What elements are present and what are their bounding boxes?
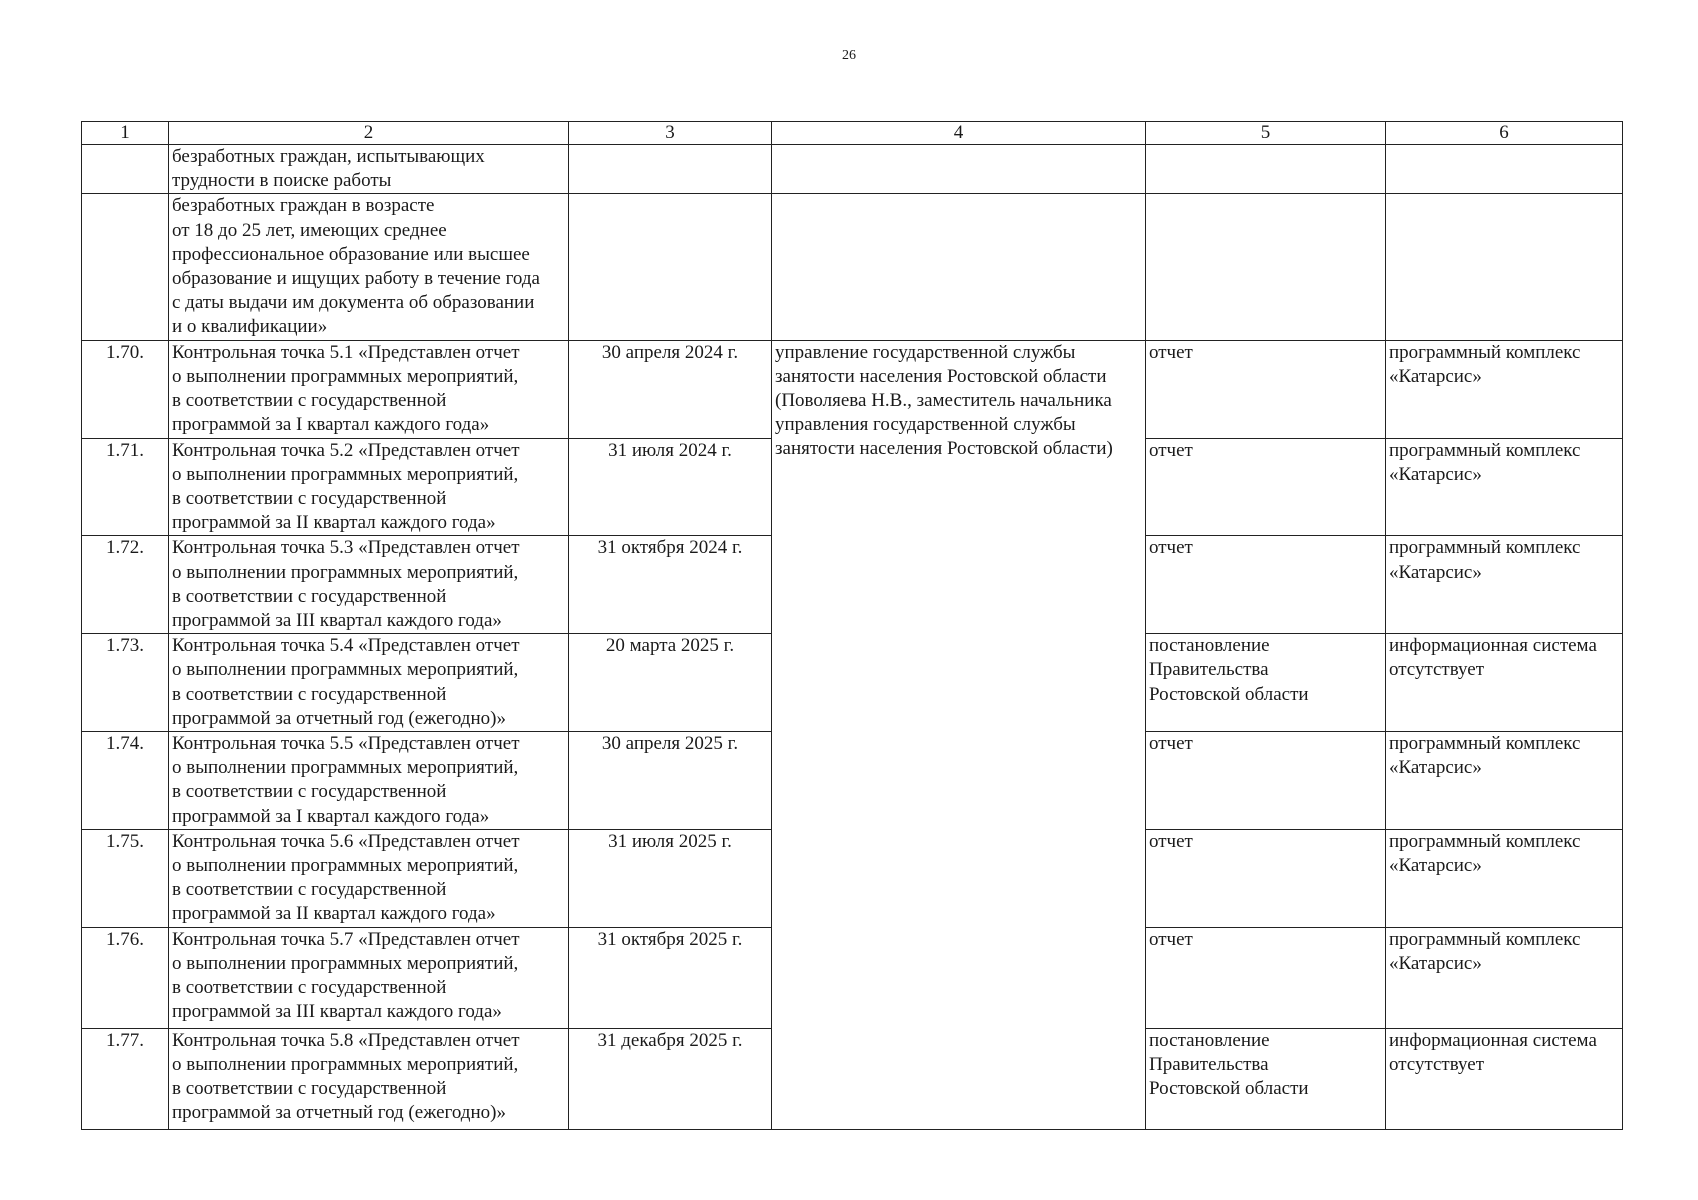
document-type-cell: отчет — [1146, 829, 1386, 927]
row-number-cell: 1.71. — [82, 438, 169, 536]
deadline-cell: 31 декабря 2025 г. — [569, 1028, 772, 1129]
column-header-3: 3 — [569, 122, 772, 145]
information-system-cell: программный комплекс «Катарсис» — [1386, 438, 1623, 536]
row-number-cell — [82, 145, 169, 194]
table-row — [82, 340, 1623, 438]
row-number-cell: 1.75. — [82, 829, 169, 927]
column-header-6: 6 — [1386, 122, 1623, 145]
row-number-cell — [82, 194, 169, 340]
event-description-cell: Контрольная точка 5.1 «Представлен отчет о выполнении программных мероприятий, в соответствии с государственной программой за I квартал каждого года» — [169, 340, 569, 438]
information-system-cell: информационная система отсутствует — [1386, 634, 1623, 732]
row-number-cell: 1.72. — [82, 536, 169, 634]
responsible-cell — [772, 145, 1146, 194]
event-description-cell: Контрольная точка 5.3 «Представлен отчет о выполнении программных мероприятий, в соответствии с государственной программой за III квартал каждого года» — [169, 536, 569, 634]
row-number-cell: 1.76. — [82, 927, 169, 1028]
information-system-cell — [1386, 145, 1623, 194]
row-number-cell: 1.70. — [82, 340, 169, 438]
row-number-cell: 1.77. — [82, 1028, 169, 1129]
document-type-cell: отчет — [1146, 732, 1386, 830]
row-number-cell: 1.74. — [82, 732, 169, 830]
deadline-cell — [569, 145, 772, 194]
deadline-cell: 20 марта 2025 г. — [569, 634, 772, 732]
event-description-cell: Контрольная точка 5.4 «Представлен отчет о выполнении программных мероприятий, в соответствии с государственной программой за отчетный год (ежегодно)» — [169, 634, 569, 732]
information-system-cell: программный комплекс «Катарсис» — [1386, 536, 1623, 634]
document-type-cell: отчет — [1146, 927, 1386, 1028]
header-row — [82, 122, 1623, 145]
information-system-cell: программный комплекс «Катарсис» — [1386, 829, 1623, 927]
column-header-1: 1 — [82, 122, 169, 145]
event-description-cell: Контрольная точка 5.8 «Представлен отчет о выполнении программных мероприятий, в соответствии с государственной программой за отчетный год (ежегодно)» — [169, 1028, 569, 1129]
information-system-cell: информационная система отсутствует — [1386, 1028, 1623, 1129]
document-type-cell: отчет — [1146, 438, 1386, 536]
table-row — [82, 194, 1623, 340]
responsible-cell: управление государственной службы занятости населения Ростовской области (Поволяева Н.В., заместитель начальника управления государственной службы занятости населения Ростовской области) — [772, 340, 1146, 1129]
row-number-cell: 1.73. — [82, 634, 169, 732]
responsible-cell — [772, 194, 1146, 340]
deadline-cell: 31 октября 2025 г. — [569, 927, 772, 1028]
document-type-cell: отчет — [1146, 536, 1386, 634]
information-system-cell — [1386, 194, 1623, 340]
document-type-cell — [1146, 194, 1386, 340]
document-type-cell: постановление Правительства Ростовской области — [1146, 1028, 1386, 1129]
event-description-cell: безработных граждан, испытывающих трудности в поиске работы — [169, 145, 569, 194]
document-type-cell: отчет — [1146, 340, 1386, 438]
document-type-cell: постановление Правительства Ростовской области — [1146, 634, 1386, 732]
information-system-cell: программный комплекс «Катарсис» — [1386, 732, 1623, 830]
plan-table — [81, 121, 1623, 1130]
event-description-cell: Контрольная точка 5.7 «Представлен отчет о выполнении программных мероприятий, в соответствии с государственной программой за III квартал каждого года» — [169, 927, 569, 1028]
deadline-cell: 30 апреля 2025 г. — [569, 732, 772, 830]
deadline-cell — [569, 194, 772, 340]
event-description-cell: безработных граждан в возрасте от 18 до 25 лет, имеющих среднее профессиональное образование или высшее образование и ищущих работу в течение года с даты выдачи им документа об образовании и о квалификации» — [169, 194, 569, 340]
column-header-2: 2 — [169, 122, 569, 145]
information-system-cell: программный комплекс «Катарсис» — [1386, 340, 1623, 438]
event-description-cell: Контрольная точка 5.2 «Представлен отчет о выполнении программных мероприятий, в соответствии с государственной программой за II квартал каждого года» — [169, 438, 569, 536]
deadline-cell: 31 октября 2024 г. — [569, 536, 772, 634]
deadline-cell: 30 апреля 2024 г. — [569, 340, 772, 438]
deadline-cell: 31 июля 2024 г. — [569, 438, 772, 536]
column-header-4: 4 — [772, 122, 1146, 145]
page-number: 26 — [842, 48, 856, 63]
information-system-cell: программный комплекс «Катарсис» — [1386, 927, 1623, 1028]
table-row — [82, 145, 1623, 194]
event-description-cell: Контрольная точка 5.5 «Представлен отчет о выполнении программных мероприятий, в соответствии с государственной программой за I квартал каждого года» — [169, 732, 569, 830]
column-header-5: 5 — [1146, 122, 1386, 145]
deadline-cell: 31 июля 2025 г. — [569, 829, 772, 927]
document-type-cell — [1146, 145, 1386, 194]
event-description-cell: Контрольная точка 5.6 «Представлен отчет о выполнении программных мероприятий, в соответствии с государственной программой за II квартал каждого года» — [169, 829, 569, 927]
